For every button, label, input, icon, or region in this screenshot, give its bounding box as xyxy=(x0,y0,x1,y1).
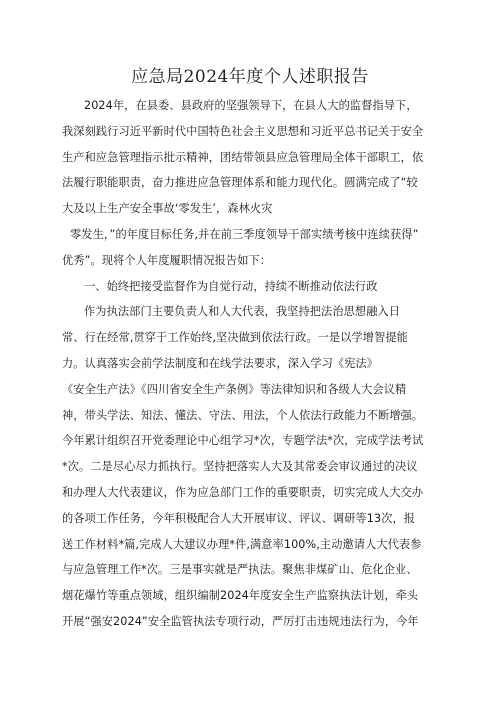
document-title: 应急局2024年度个人述职报告 xyxy=(131,67,369,87)
paragraph-line: 的各项工作任务，今年积极配合人大开展审议、评议、调研等13次，报 xyxy=(62,511,416,525)
paragraph-line: *次。二是尽心尽力抓执行。坚持把落实人大及其常委会审议通过的决议 xyxy=(62,460,418,474)
paragraph-line: 作为执法部门主要负责人和人大代表，我坚持把法治思想融入日 xyxy=(84,305,401,319)
paragraph-line: 生产和应急管理指示批示精神，团结带领县应急管理局全体干部职工，依 xyxy=(62,150,424,164)
paragraph-line: 和办理人大代表建议，作为应急部门工作的重要职责，切实完成人大交办 xyxy=(62,485,424,499)
paragraph-line: 与应急管理工作*次。三是事实就是严执法。聚焦非煤矿山、危化企业、 xyxy=(62,563,418,577)
paragraph-line: 开展“强安2024”安全监管执法专项行动，严厉打击违规违法行为，今年 xyxy=(62,614,419,628)
paragraph-line: 力。认真落实会前学法制度和在线学法要求，深入学习《宪法》 xyxy=(62,356,379,370)
paragraph-line: 法履行职能职责，奋力推进应急管理体系和能力现代化。圆满完成了“较 xyxy=(62,176,418,190)
paragraph-line: 烟花爆竹等重点领域，组织编制2024年度安全生产监察执法计划，牵头 xyxy=(62,589,419,603)
paragraph-line: 大及以上生产安全事故‘零发生’，森林火灾 xyxy=(62,202,273,216)
paragraph-line: 《安全生产法》《四川省安全生产条例》等法律知识和各级人大会议精 xyxy=(62,382,407,396)
paragraph-line: 优秀”。现将个人年度履职情况报告如下： xyxy=(62,253,272,267)
paragraph-line: 2024年，在县委、县政府的坚强领导下，在县人大的监督指导下， xyxy=(84,99,418,112)
paragraph-line: 送工作材料*篇,完成人大建议办理*件,满意率100%,主动邀请人大代表参 xyxy=(62,537,422,551)
paragraph-line: 常、行在经常,贯穿于工作始终,坚决做到依法行政。一是以学增智提能 xyxy=(62,331,408,345)
document-body xyxy=(62,93,440,635)
paragraph-line: 零发生，”的年度目标任务,并在前三季度领导干部实绩考核中连续获得” xyxy=(70,227,419,241)
section-heading: 一、始终把接受监督作为自觉行动，持续不断推动依法行政 xyxy=(84,279,378,293)
paragraph-line: 神，带头学法、知法、懂法、守法、用法，个人依法行政能力不断增强。 xyxy=(62,408,424,422)
paragraph-line: 今年累计组织召开党委理论中心组学习*次，专题学法*次，完成学法考试 xyxy=(62,434,424,448)
paragraph-line: 我深刻践行习近平新时代中国特色社会主义思想和习近平总书记关于安全 xyxy=(62,124,424,138)
